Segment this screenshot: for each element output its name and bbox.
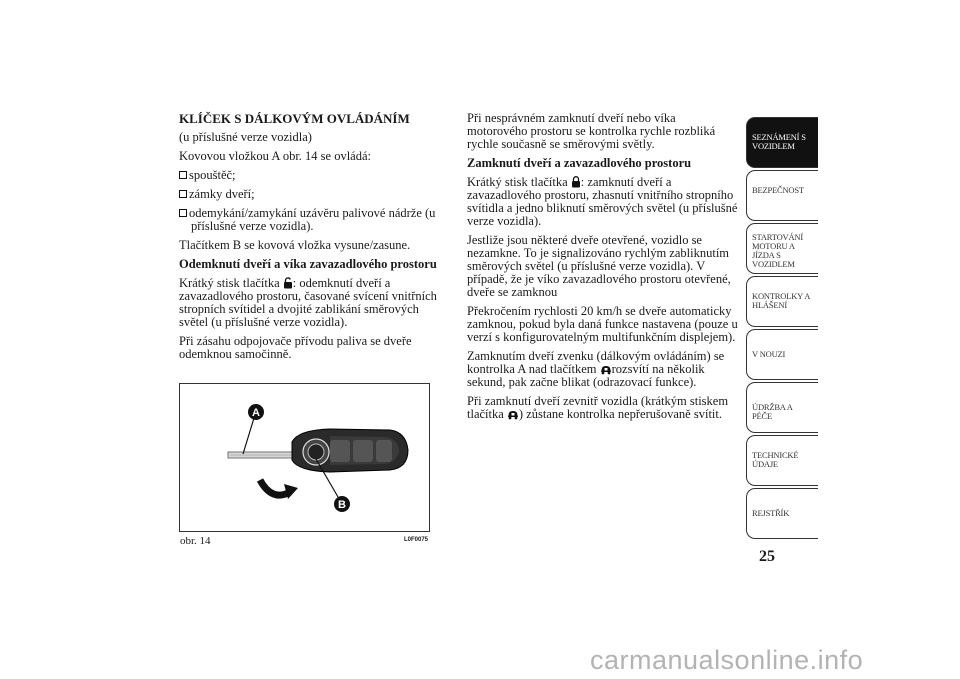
- inside-lock-paragraph: Při zamknutí dveří zevnitř vozidla (krátkým stiskem tlačítka ) zůstane kontrolka nepřerušovaně svítit.: [467, 394, 729, 421]
- tab-rejstrik[interactable]: REJSTŘÍK: [746, 488, 818, 539]
- lock-icon: [571, 176, 581, 188]
- tab-technicke[interactable]: TECHNICKÉ ÚDAJE: [746, 435, 818, 486]
- checkbox-bullet-icon: [179, 209, 187, 217]
- figure-caption: obr. 14: [180, 535, 211, 547]
- car-lock-icon: [507, 408, 519, 420]
- open-door-paragraph: Jestliže jsou některé dveře otevřené, vozidlo se nezamkne. To je signalizováno rychlým zabliknutím směrových světel (u příslušné verze vozidla). V případě, že je víko zavazadlového prostoru otevřené, dveře se zamknou: [467, 233, 731, 299]
- key-figure: [179, 383, 430, 532]
- tab-seznameni[interactable]: SEZNÁMENÍ S VOZIDLEM: [746, 117, 818, 168]
- page-number: 25: [759, 548, 775, 565]
- unlock-icon: [283, 277, 293, 289]
- fuel-cutoff-paragraph: Při zásahu odpojovače přívodu paliva se dveře odemknou samočinně.: [179, 334, 412, 361]
- watermark: carmanualsonline.info: [590, 645, 864, 675]
- chapter-tabs: [746, 117, 818, 541]
- warning-paragraph: Při nesprávném zamknutí dveří nebo víka motorového prostoru se kontrolka rychle rozbliká rychle současně se směrovými světly.: [467, 111, 716, 151]
- label-a: A: [252, 407, 260, 419]
- key-illustration: [180, 384, 431, 533]
- tab-bezpecnost[interactable]: BEZPEČNOST: [746, 170, 818, 221]
- label-b: B: [338, 499, 346, 511]
- tab-startovani[interactable]: STARTOVÁNÍ MOTORU A JÍZDA S VOZIDLEM: [746, 223, 818, 274]
- tab-udrzba[interactable]: ÚDRŽBA A PÉČE: [746, 382, 818, 433]
- list-item: spouštěč;: [179, 169, 449, 182]
- tab-kontrolky[interactable]: KONTROLKY A HLÁŠENÍ: [746, 276, 818, 327]
- figure-code: L0F0075: [404, 537, 429, 543]
- car-lock-icon: [600, 363, 612, 375]
- checkbox-bullet-icon: [179, 171, 187, 179]
- lock-heading: Zamknutí dveří a zavazadlového prostoru: [467, 156, 692, 170]
- tab-v-nouzi[interactable]: V NOUZI: [746, 329, 818, 380]
- left-column: [179, 112, 449, 367]
- section-subtitle: (u příslušné verze vozidla): [179, 130, 312, 144]
- blade-paragraph: Tlačítkem B se kovová vložka vysune/zasune.: [179, 238, 411, 252]
- unlock-paragraph: Krátký stisk tlačítka : odemknutí dveří a zavazadlového prostoru, časované svícení vnitřních stropních svítidel a dvojité zablikání směrových světel (u příslušné verze vozidla).: [179, 276, 437, 329]
- list-item: odemykání/zamykání uzávěru palivové nádrže (u příslušné verze vozidla).: [179, 207, 449, 233]
- lock-paragraph: Krátký stisk tlačítka : zamknutí dveří a zavazadlového prostoru, zhasnutí vnitřního stropního svítidla a jedno bliknutí směrových světel (u příslušné verze vozidla).: [467, 175, 738, 228]
- right-column: [467, 112, 739, 427]
- section-title: KLÍČEK S DÁLKOVÝM OVLÁDÁNÍM: [179, 111, 410, 126]
- speed-lock-paragraph: Překročením rychlosti 20 km/h se dveře automaticky zamknou, pokud byla daná funkce nastavena (pouze u verzí s konfigurovatelným multifunkčním displejem).: [467, 304, 738, 344]
- indicator-paragraph: Zamknutím dveří zvenku (dálkovým ovládáním) se kontrolka A nad tlačítkem rozsvítí na několik sekund, pak začne blikat (odrazovací funkce).: [467, 349, 725, 389]
- checkbox-bullet-icon: [179, 190, 187, 198]
- intro-paragraph: Kovovou vložkou A obr. 14 se ovládá:: [179, 149, 371, 163]
- unlock-heading: Odemknutí dveří a víka zavazadlového prostoru: [179, 257, 437, 271]
- list-item: zámky dveří;: [179, 188, 449, 201]
